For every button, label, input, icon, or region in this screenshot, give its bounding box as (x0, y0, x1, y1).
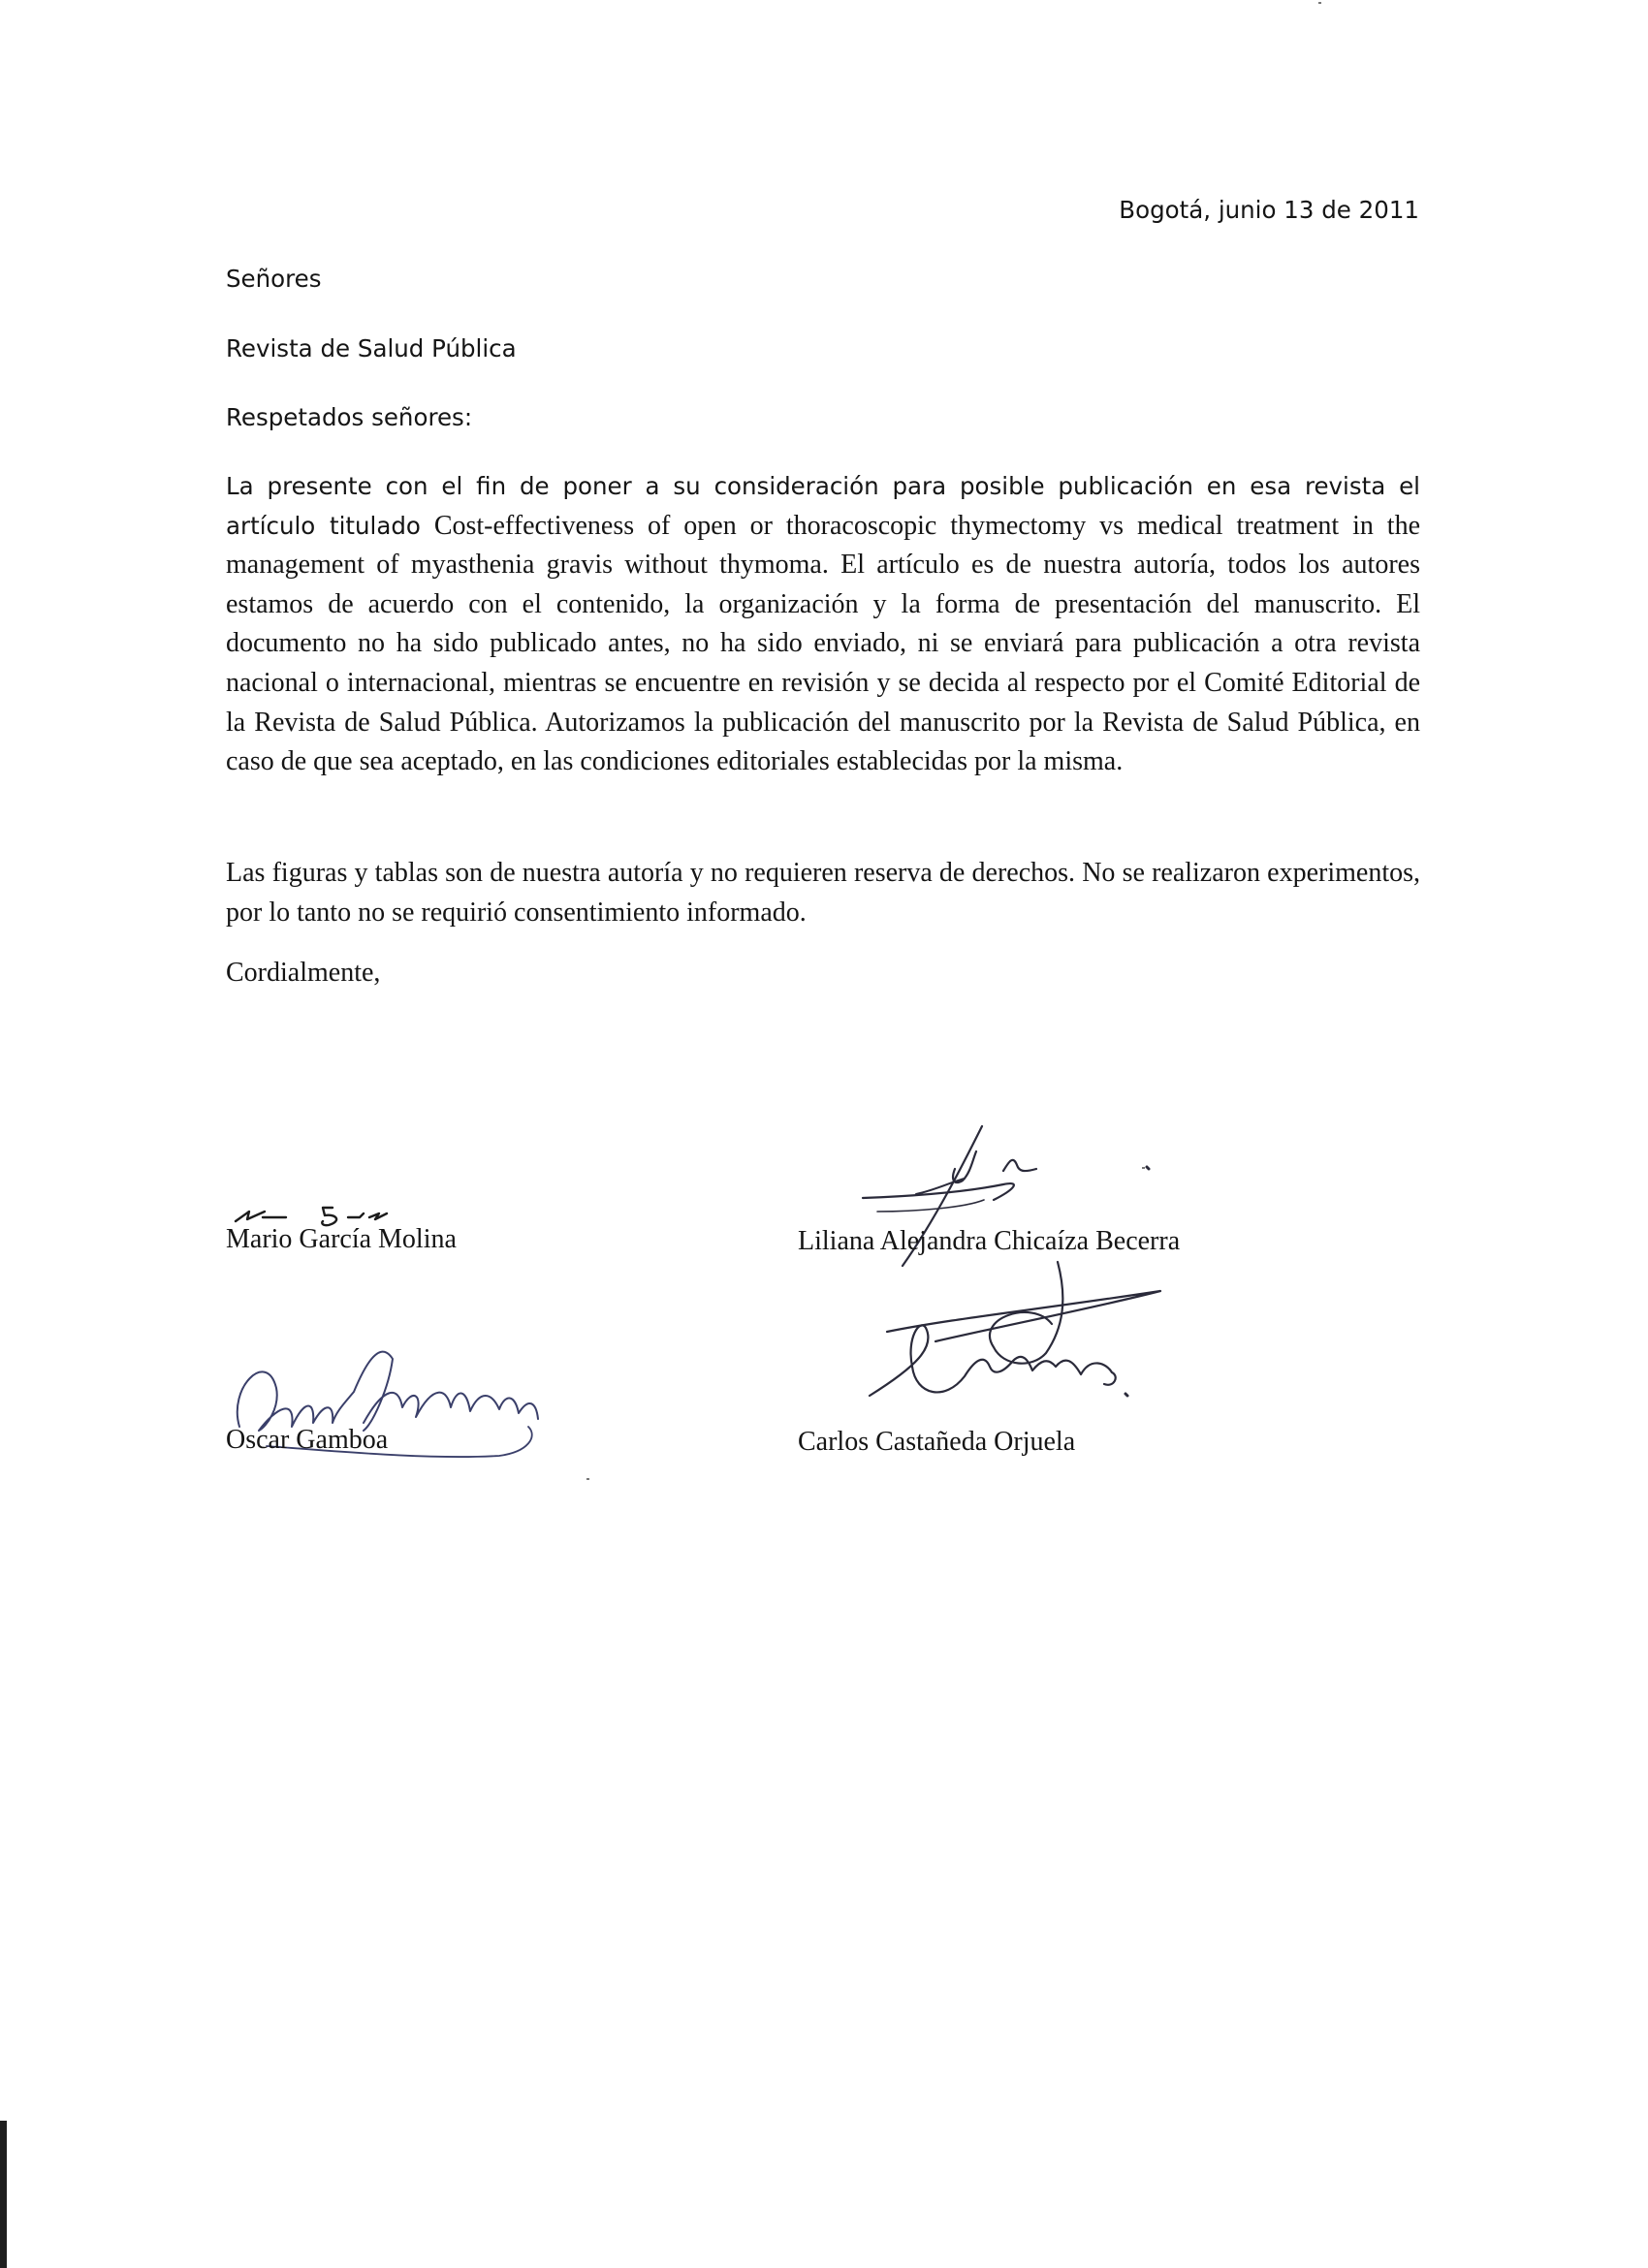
salutation-addressee: Señores (226, 265, 322, 293)
body-paragraph-2: Las figuras y tablas son de nuestra autoría y no requieren reserva de derechos. No se realizaron experimentos, por lo tanto no se requirió consentimiento informado. (226, 858, 1420, 928)
signatory-name-mario: Mario García Molina (226, 1224, 457, 1254)
scan-speck (1142, 1167, 1145, 1169)
body-paragraph-1-lead: La presente con el fin de poner a su consideración para posible publicación en esa revista el artículo titulado (226, 472, 1420, 540)
body-paragraph-1 (226, 467, 1420, 782)
signatory-name-carlos: Carlos Castañeda Orjuela (798, 1427, 1076, 1457)
signatory-name-oscar: Oscar Gamboa (226, 1425, 389, 1455)
scan-edge-artifact (0, 2121, 7, 2268)
letter-date: Bogotá, junio 13 de 2011 (1119, 196, 1419, 224)
salutation-greeting: Respetados señores: (226, 403, 473, 431)
body-paragraph-1-body: Cost-effectiveness of open or thoracoscopic thymectomy vs medical treatment in the management of myasthenia gravis without thymoma. El artículo es de nuestra autoría, todos los autores estamos de acuerdo con el contenido, la organización y la forma de presentación del manuscrito. El documento no ha sido publicado antes, no ha sido enviado, ni se enviará para publicación a otra revista nacional o internacional, mientras se encuentre en revisión y se decida al respecto por el Comité Editorial de la Revista de Salud Pública. Autorizamos la publicación del manuscrito por la Revista de Salud Pública, en caso de que sea aceptado, en las condiciones editoriales establecidas por la misma. (226, 510, 1421, 777)
salutation-journal: Revista de Salud Pública (226, 334, 517, 362)
closing: Cordialmente, (226, 958, 381, 988)
scan-speck (586, 1478, 589, 1480)
signature-carlos-icon (858, 1260, 1188, 1415)
scan-speck (1318, 2, 1321, 4)
signatory-name-liliana: Liliana Alejandra Chicaíza Becerra (798, 1226, 1181, 1256)
